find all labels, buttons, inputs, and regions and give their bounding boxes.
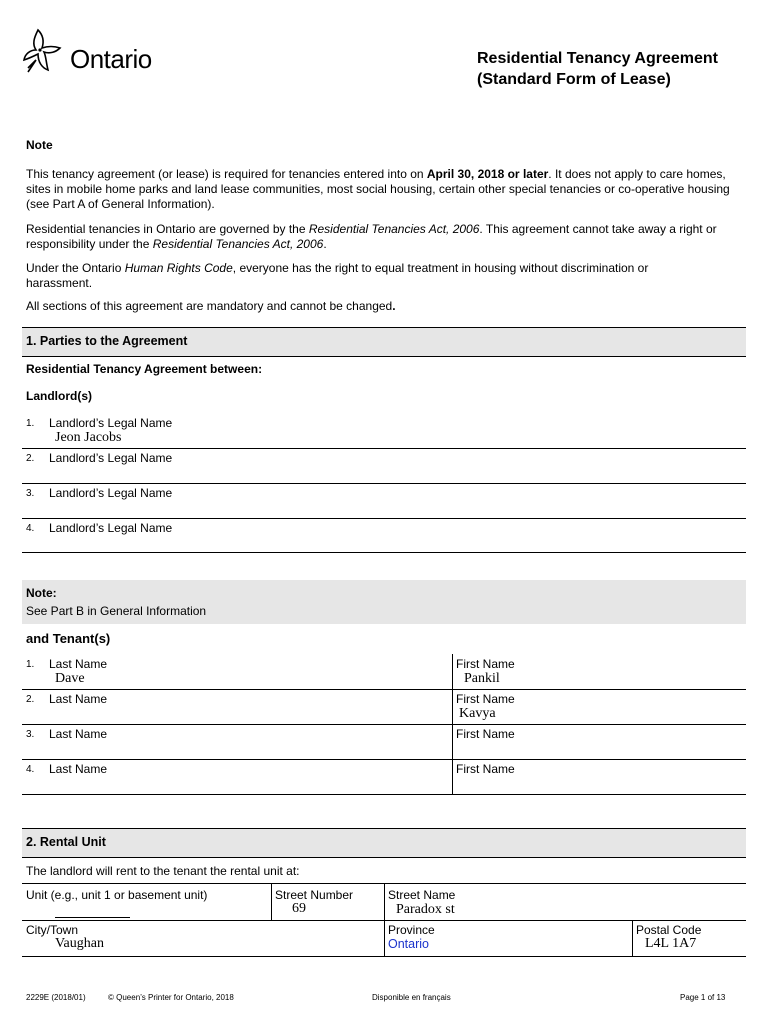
postal-code-field[interactable]: L4L 1A7: [645, 936, 697, 951]
note-p2-text-c: .: [323, 237, 327, 251]
landlord-1-name[interactable]: Jeon Jacobs: [55, 430, 122, 445]
note-p2-act-2: Residential Tenancies Act, 2006: [152, 237, 324, 251]
city-label: City/Town: [26, 923, 79, 937]
agreement-between-label: Residential Tenancy Agreement between:: [26, 362, 263, 376]
note-p3-text-b: , everyone has the right to equal treatment in housing without discrimination or harassment.: [26, 261, 649, 290]
tenants-label: and Tenant(s): [26, 631, 111, 646]
landlord-1-label: Landlord’s Legal Name: [49, 416, 173, 430]
street-name-field[interactable]: Paradox st: [396, 902, 455, 917]
note-p4-text: All sections of this agreement are mandatory and cannot be changed: [26, 299, 393, 313]
tenant-3-last-label: Last Name: [49, 727, 108, 741]
tenant-4-last-label: Last Name: [49, 762, 108, 776]
footer-form-id: 2229E (2018/01): [26, 993, 86, 1002]
landlords-label: Landlord(s): [26, 389, 92, 403]
section1-title: 1. Parties to the Agreement: [26, 334, 188, 348]
tenant-3-first-label: First Name: [456, 727, 515, 741]
landlord-3-number: 3.: [26, 488, 35, 499]
footer-copyright: © Queen’s Printer for Ontario, 2018: [108, 993, 234, 1002]
note-p1-text-a: This tenancy agreement (or lease) is required for tenancies entered into on: [26, 167, 427, 181]
tenant-1-last-name[interactable]: Dave: [55, 671, 85, 686]
unit-field-underline: [55, 917, 130, 918]
tenant-2-first-label: First Name: [456, 692, 515, 706]
city-field[interactable]: Vaughan: [55, 936, 104, 951]
landlord-2-label: Landlord’s Legal Name: [49, 451, 173, 465]
unit-label: Unit (e.g., unit 1 or basement unit): [26, 888, 208, 902]
unit-divider: [271, 883, 272, 921]
landlord-4-label: Landlord’s Legal Name: [49, 521, 173, 535]
note-paragraph-1: [26, 167, 748, 212]
province-field[interactable]: Ontario: [388, 937, 429, 951]
province-label: Province: [388, 923, 435, 937]
landlord-2-number: 2.: [26, 453, 35, 464]
note-p2-act-1: Residential Tenancies Act, 2006: [308, 222, 480, 236]
footer-page-number: Page 1 of 13: [680, 993, 726, 1002]
form-title-line1: Residential Tenancy Agreement: [477, 50, 718, 67]
ontario-logo: [22, 26, 172, 78]
note-heading: Note: [26, 138, 53, 152]
note-p2-text-b: . This agreement cannot take away a right or responsibility under the: [26, 222, 717, 251]
note-p2-text-a: Residential tenancies in Ontario are governed by the: [26, 222, 309, 236]
province-divider: [632, 920, 633, 956]
tenant-1-first-label: First Name: [456, 657, 515, 671]
parties-note-box: [22, 580, 746, 624]
tenant-2-last-label: Last Name: [49, 692, 108, 706]
street-number-divider: [384, 883, 385, 921]
footer-french-link[interactable]: Disponible en français: [372, 993, 451, 1002]
parties-note-text: See Part B in General Information: [26, 604, 207, 618]
tenant-1-last-label: Last Name: [49, 657, 108, 671]
landlord-4-underline: [22, 552, 746, 553]
section2-title: 2. Rental Unit: [26, 835, 106, 849]
form-title: [477, 48, 718, 90]
tenant-1-number: 1.: [26, 659, 35, 670]
street-name-label: Street Name: [388, 888, 456, 902]
landlord-4-number: 4.: [26, 523, 35, 534]
landlord-1-underline: [22, 448, 746, 449]
trillium-icon: [22, 26, 72, 76]
note-paragraph-4: [26, 299, 748, 314]
note-p1-text-b: . It does not apply to care homes, sites in mobile home parks and land lease communities, most social housing, certain other special tenancies or co-operative housing (see Part A of General Information).: [26, 167, 730, 211]
tenant-2-first-name[interactable]: Kavya: [459, 706, 496, 721]
postal-code-label: Postal Code: [636, 923, 702, 937]
section1-header: [22, 327, 746, 357]
rental-unit-intro: The landlord will rent to the tenant the rental unit at:: [26, 864, 300, 878]
tenant-2-underline: [22, 724, 746, 725]
section2-header: [22, 828, 746, 858]
note-p3-text-a: Under the Ontario: [26, 261, 125, 275]
tenant-3-number: 3.: [26, 729, 35, 740]
street-number-field[interactable]: 69: [292, 901, 306, 916]
city-divider: [384, 920, 385, 956]
tenant-2-number: 2.: [26, 694, 35, 705]
note-paragraph-2: [26, 222, 748, 252]
note-p1-date: April 30, 2018 or later: [426, 167, 549, 181]
form-title-line2: (Standard Form of Lease): [477, 71, 671, 88]
tenant-1-underline: [22, 689, 746, 690]
landlord-3-underline: [22, 518, 746, 519]
logo-text: Ontario: [70, 44, 152, 74]
landlord-3-label: Landlord’s Legal Name: [49, 486, 173, 500]
note-paragraph-3: [26, 261, 716, 291]
note-p3-code: Human Rights Code: [124, 261, 233, 275]
rental-row-2-bottom: [22, 956, 746, 957]
parties-note-heading: Note:: [26, 586, 57, 600]
tenant-4-first-label: First Name: [456, 762, 515, 776]
tenant-4-underline: [22, 794, 746, 795]
tenant-4-number: 4.: [26, 764, 35, 775]
note-p4-period: .: [392, 299, 396, 313]
landlord-2-underline: [22, 483, 746, 484]
street-number-label: Street Number: [275, 888, 354, 902]
tenant-3-underline: [22, 759, 746, 760]
tenant-1-first-name[interactable]: Pankil: [464, 671, 500, 686]
landlord-1-number: 1.: [26, 418, 35, 429]
